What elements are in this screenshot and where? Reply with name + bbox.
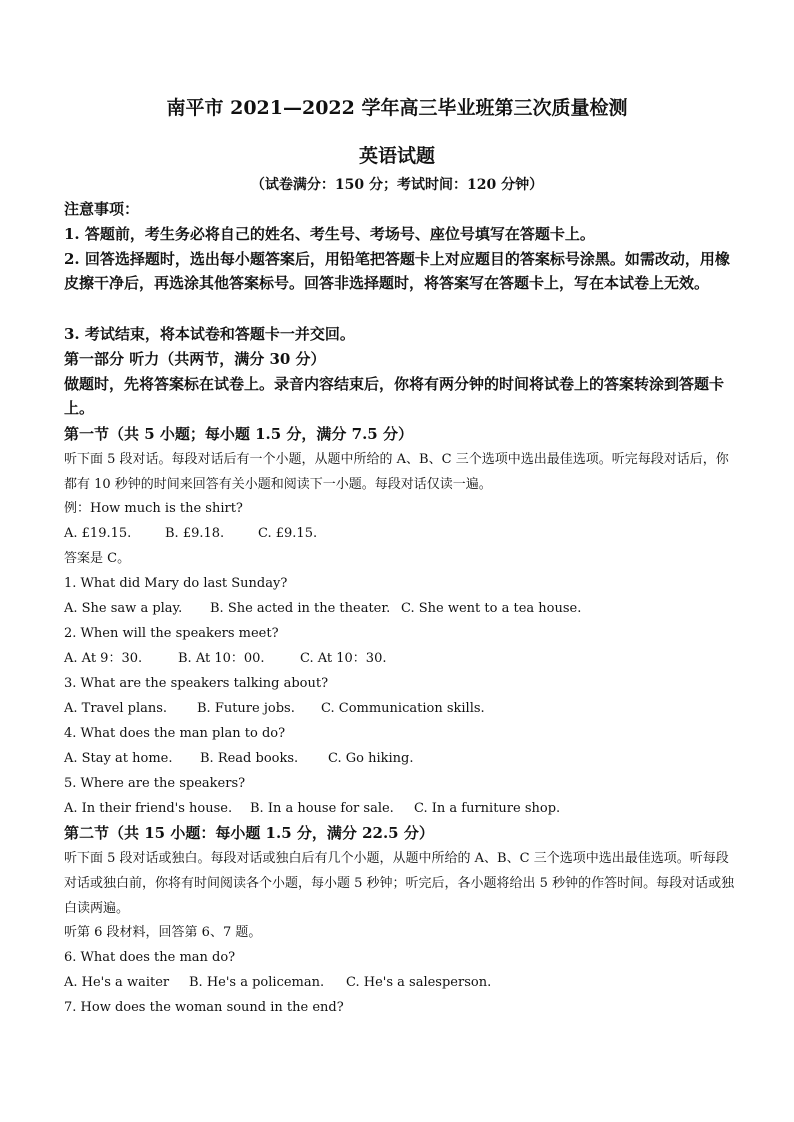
exam-title: 南平市 2021—2022 学年高三毕业班第三次质量检测	[166, 97, 628, 119]
option-b: B. At 10：00.	[178, 651, 265, 666]
option-b: B. £9.18.	[165, 526, 225, 541]
option-a: A. He's a waiter	[64, 975, 170, 990]
notes-item-2: 2. 回答选择题时，选出每小题答案后，用铅笔把答题卡上对应题目的答案标号涂黑。如需改动，用橡皮擦干净后，再选涂其他答案标号。回答非选择题时，将答案写在答题卡上，写在本试卷上无效。	[64, 250, 730, 292]
option-a: A. She saw a play.	[64, 601, 183, 616]
option-c: C. At 10：30.	[300, 651, 387, 666]
option-c: C. She went to a tea house.	[401, 601, 582, 616]
option-a: A. £19.15.	[64, 526, 132, 541]
question-6: 6. What does the man do?	[64, 950, 236, 965]
section1-instruction: 听下面 5 段对话。每段对话后有一个小题，从题中所给的 A、B、C 三个选项中选出最佳选项。听完每段对话后，你都有 10 秒钟的时间来回答有关小题和阅读下一小题。每段对话仅读一遍。	[64, 452, 729, 492]
option-a: A. In their friend's house.	[64, 801, 233, 816]
part1-heading: 第一部分 听力（共两节，满分 30 分）	[64, 350, 326, 368]
option-b: B. Future jobs.	[197, 701, 295, 716]
question-4: 4. What does the man plan to do?	[64, 726, 286, 741]
exam-info: （试卷满分：150 分；考试时间：120 分钟）	[250, 177, 544, 193]
option-b: B. She acted in the theater.	[210, 601, 391, 616]
option-a: A. At 9：30.	[64, 651, 143, 666]
option-a: A. Travel plans.	[64, 701, 168, 716]
example-answer: 答案是 C。	[64, 551, 131, 566]
question-7: 7. How does the woman sound in the end?	[64, 1000, 344, 1015]
option-b: B. Read books.	[200, 751, 299, 766]
material-note: 听第 6 段材料，回答第 6、7 题。	[64, 925, 262, 940]
section2-heading: 第二节（共 15 小题：每小题 1.5 分，满分 22.5 分）	[64, 824, 434, 842]
option-c: C. Go hiking.	[328, 751, 414, 766]
exam-subject: 英语试题	[358, 145, 435, 167]
notes-heading: 注意事项：	[64, 200, 140, 218]
option-c: C. Communication skills.	[321, 701, 485, 716]
option-b: B. He's a policeman.	[189, 975, 325, 990]
question-1: 1. What did Mary do last Sunday?	[64, 576, 288, 591]
question-3: 3. What are the speakers talking about?	[64, 676, 329, 691]
question-2: 2. When will the speakers meet?	[64, 626, 279, 641]
question-5: 5. Where are the speakers?	[64, 776, 246, 791]
notes-item-1: 1. 答题前，考生务必将自己的姓名、考生号、考场号、座位号填写在答题卡上。	[64, 225, 595, 243]
section1-heading: 第一节（共 5 小题；每小题 1.5 分，满分 7.5 分）	[64, 425, 413, 443]
option-c: C. £9.15.	[258, 526, 318, 541]
option-c: C. He's a salesperson.	[346, 975, 492, 990]
option-c: C. In a furniture shop.	[414, 801, 561, 816]
part1-instruction: 做题时，先将答案标在试卷上。录音内容结束后，你将有两分钟的时间将试卷上的答案转涂到答题卡上。	[64, 375, 725, 417]
notes-item-3: 3. 考试结束，将本试卷和答题卡一并交回。	[64, 325, 355, 343]
example-question: 例：How much is the shirt?	[64, 501, 243, 516]
option-a: A. Stay at home.	[64, 751, 173, 766]
option-b: B. In a house for sale.	[250, 801, 394, 816]
section2-instruction: 听下面 5 段对话或独白。每段对话或独白后有几个小题，从题中所给的 A、B、C 三个选项中选出最佳选项。听每段对话或独白前，你将有时间阅读各个小题，每小题 5 秒钟；听完后，各小题将给出 5 秒钟的作答时间。每段对话或独白读两遍。	[64, 851, 735, 916]
